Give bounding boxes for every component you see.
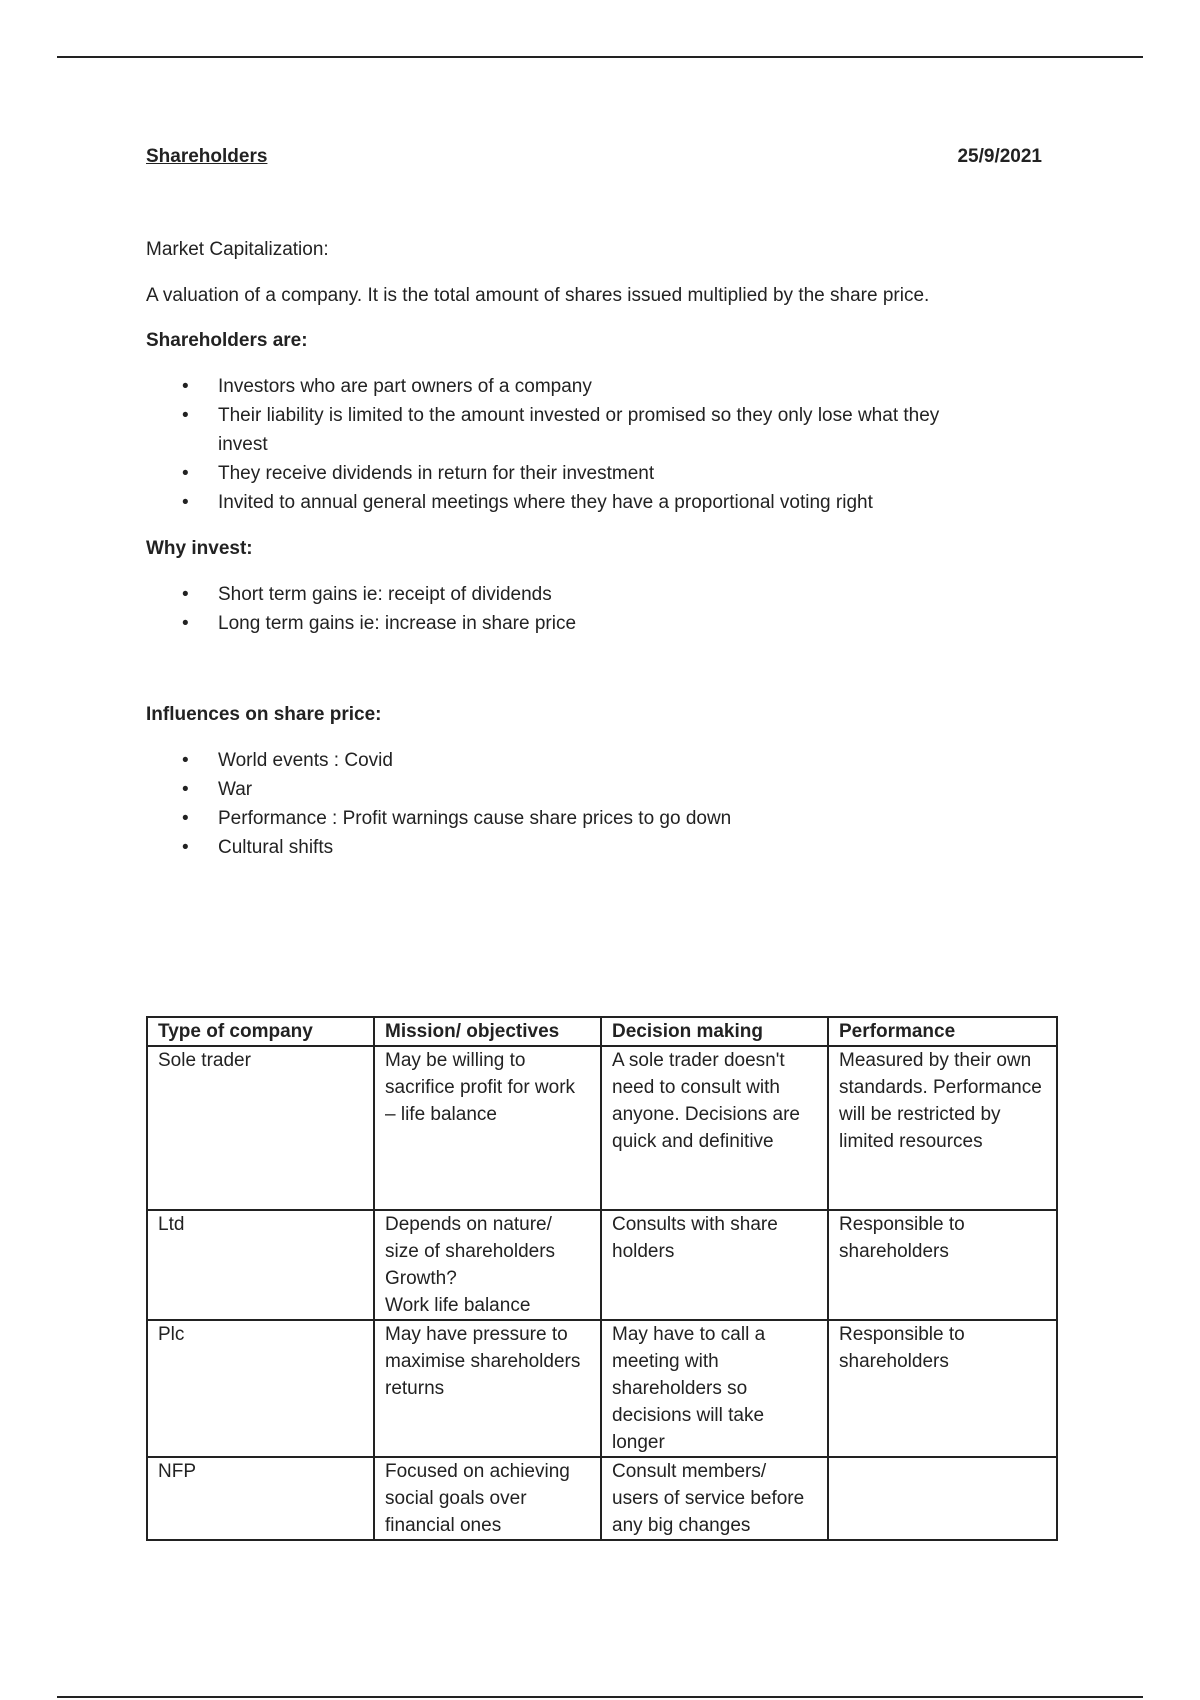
column-header: Mission/ objectives [374, 1017, 601, 1046]
table-cell: Sole trader [147, 1046, 374, 1210]
table-cell: May be willing to sacrifice profit for work – life balance [374, 1046, 601, 1210]
influences-heading: Influences on share price: [146, 704, 382, 725]
bottom-rule [57, 1696, 1143, 1698]
list-item: • Performance : Profit warnings cause share prices to go down [146, 804, 1026, 833]
document-date: 25/9/2021 [957, 146, 1042, 167]
list-item: • Short term gains ie: receipt of dividends [146, 580, 1026, 609]
table-row [147, 1457, 1057, 1540]
shareholders-are-list [146, 372, 1026, 517]
table-row [147, 1046, 1057, 1210]
influences-list [146, 746, 1026, 862]
table-cell: Focused on achieving social goals over financial ones [374, 1457, 601, 1540]
list-item: • World events : Covid [146, 746, 1026, 775]
list-item: • Investors who are part owners of a company [146, 372, 1026, 401]
page-title: Shareholders [146, 146, 268, 167]
list-item: • Long term gains ie: increase in share price [146, 609, 1026, 638]
title-row [146, 146, 1042, 172]
shareholders-are-heading: Shareholders are: [146, 330, 308, 351]
list-item: • War [146, 775, 1026, 804]
column-header: Decision making [601, 1017, 828, 1046]
table-cell: May have pressure to maximise shareholders returns [374, 1320, 601, 1457]
table-row [147, 1210, 1057, 1320]
table-cell: Consult members/ users of service before any big changes [601, 1457, 828, 1540]
column-header: Performance [828, 1017, 1057, 1046]
table-cell: Responsible to shareholders [828, 1210, 1057, 1320]
why-invest-list [146, 580, 1026, 638]
list-item: • Cultural shifts [146, 833, 1026, 862]
table-cell: Responsible to shareholders [828, 1320, 1057, 1457]
table-cell: Ltd [147, 1210, 374, 1320]
table-cell: Measured by their own standards. Performance will be restricted by limited resources [828, 1046, 1057, 1210]
market-cap-definition: A valuation of a company. It is the total amount of shares issued multiplied by the share price. [146, 285, 930, 306]
market-cap-heading: Market Capitalization: [146, 239, 329, 260]
table-cell: NFP [147, 1457, 374, 1540]
table-cell: Consults with share holders [601, 1210, 828, 1320]
top-rule [57, 56, 1143, 58]
table-cell: May have to call a meeting with shareholders so decisions will take longer [601, 1320, 828, 1457]
table-cell: Depends on nature/ size of shareholders Growth? Work life balance [374, 1210, 601, 1320]
table-row [147, 1320, 1057, 1457]
list-item: • They receive dividends in return for their investment [146, 459, 1026, 488]
table-cell [828, 1457, 1057, 1540]
company-types-table [146, 1016, 1058, 1541]
why-invest-heading: Why invest: [146, 538, 253, 559]
column-header: Type of company [147, 1017, 374, 1046]
list-item: • Their liability is limited to the amount invested or promised so they only lose what they invest [146, 401, 958, 459]
list-item: • Invited to annual general meetings where they have a proportional voting right [146, 488, 1026, 517]
table-header-row [147, 1017, 1057, 1046]
table-cell: A sole trader doesn't need to consult with anyone. Decisions are quick and definitive [601, 1046, 828, 1210]
table-cell: Plc [147, 1320, 374, 1457]
